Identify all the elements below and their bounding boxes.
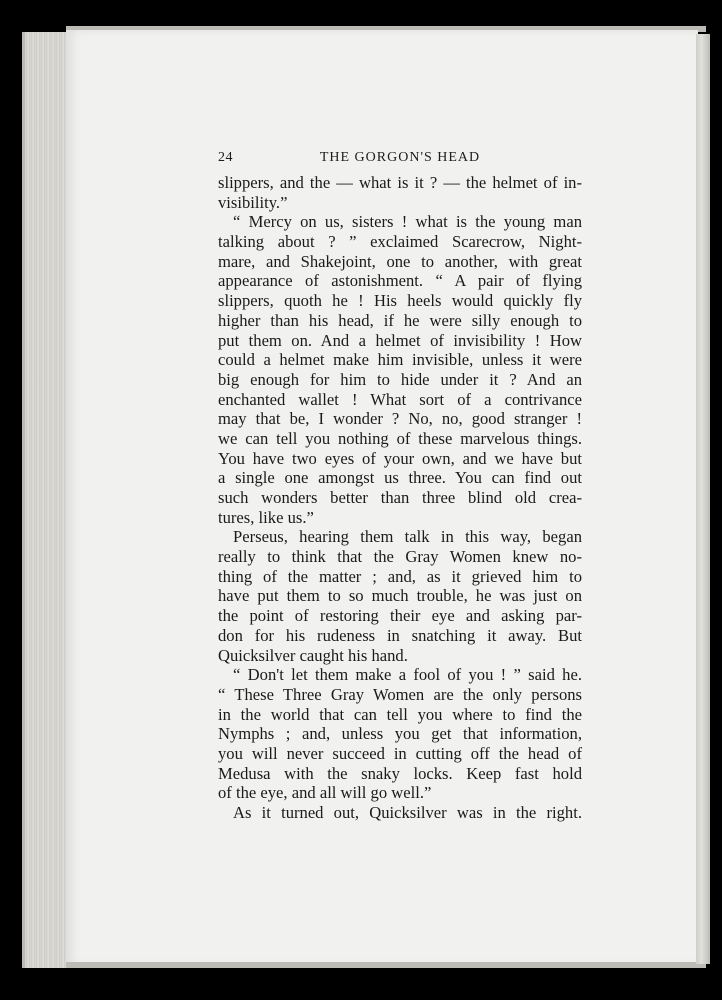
- text-line: slippers, quoth he ! His heels would quickly fly: [218, 291, 582, 311]
- text-line: slippers, and the — what is it ? — the helmet of in-: [218, 173, 582, 192]
- text-line: a single one amongst us three. You can find out: [218, 468, 582, 488]
- text-line: could a helmet make him invisible, unless it were: [218, 350, 582, 370]
- text-line: we can tell you nothing of these marvelous things.: [218, 428, 582, 448]
- page-number: 24: [218, 150, 233, 165]
- text-line: mare, and Shakejoint, one to another, with great: [218, 251, 582, 271]
- text-line: thing of the matter ; and, as it grieved him to: [218, 566, 582, 586]
- text-line: have put them to so much trouble, he was just on: [218, 586, 582, 606]
- text-line: You have two eyes of your own, and we have but: [218, 448, 582, 468]
- text-line: put them on. And a helmet of invisibility ! How: [218, 330, 582, 350]
- body-text: [218, 173, 582, 823]
- page-header: [218, 150, 582, 170]
- text-line: talking about ? ” exclaimed Scarecrow, Night-: [218, 232, 582, 252]
- text-line: “ Don't let them make a fool of you ! ” said he.: [233, 665, 582, 685]
- text-line: higher than his head, if he were silly enough to: [218, 310, 582, 330]
- text-line: tures, like us.”: [218, 507, 314, 527]
- running-title: THE GORGON'S HEAD: [319, 150, 481, 165]
- text-line: really to think that the Gray Women knew no-: [218, 547, 582, 567]
- text-line: enchanted wallet ! What sort of a contrivance: [218, 389, 582, 409]
- text-line: may that be, I wonder ? No, no, good stranger !: [218, 409, 582, 429]
- text-line: Perseus, hearing them talk in this way, began: [233, 527, 582, 547]
- text-line: appearance of astonishment. “ A pair of flying: [218, 271, 582, 291]
- text-line: Medusa with the snaky locks. Keep fast hold: [218, 763, 582, 783]
- text-line: big enough for him to hide under it ? And an: [218, 369, 582, 389]
- text-line: the point of restoring their eye and asking par-: [218, 606, 582, 626]
- text-line: of the eye, and all will go well.”: [218, 783, 432, 803]
- text-line: “ Mercy on us, sisters ! what is the young man: [233, 212, 582, 232]
- text-line: Quicksilver caught his hand.: [218, 645, 408, 665]
- text-line: As it turned out, Quicksilver was in the right.: [233, 803, 582, 822]
- text-line: such wonders better than three blind old crea-: [218, 488, 582, 507]
- text-line: visibility.”: [218, 192, 288, 212]
- text-line: don for his rudeness in snatching it away. But: [218, 625, 582, 645]
- text-line: “ These Three Gray Women are the only persons: [218, 684, 582, 704]
- cover-right-edge: [696, 34, 710, 964]
- text-line: in the world that can tell you where to find the: [218, 704, 582, 724]
- page-bottom-edge: [66, 962, 706, 968]
- text-line: you will never succeed in cutting off the head of: [218, 743, 582, 763]
- text-line: Nymphs ; and, unless you get that information,: [218, 724, 582, 744]
